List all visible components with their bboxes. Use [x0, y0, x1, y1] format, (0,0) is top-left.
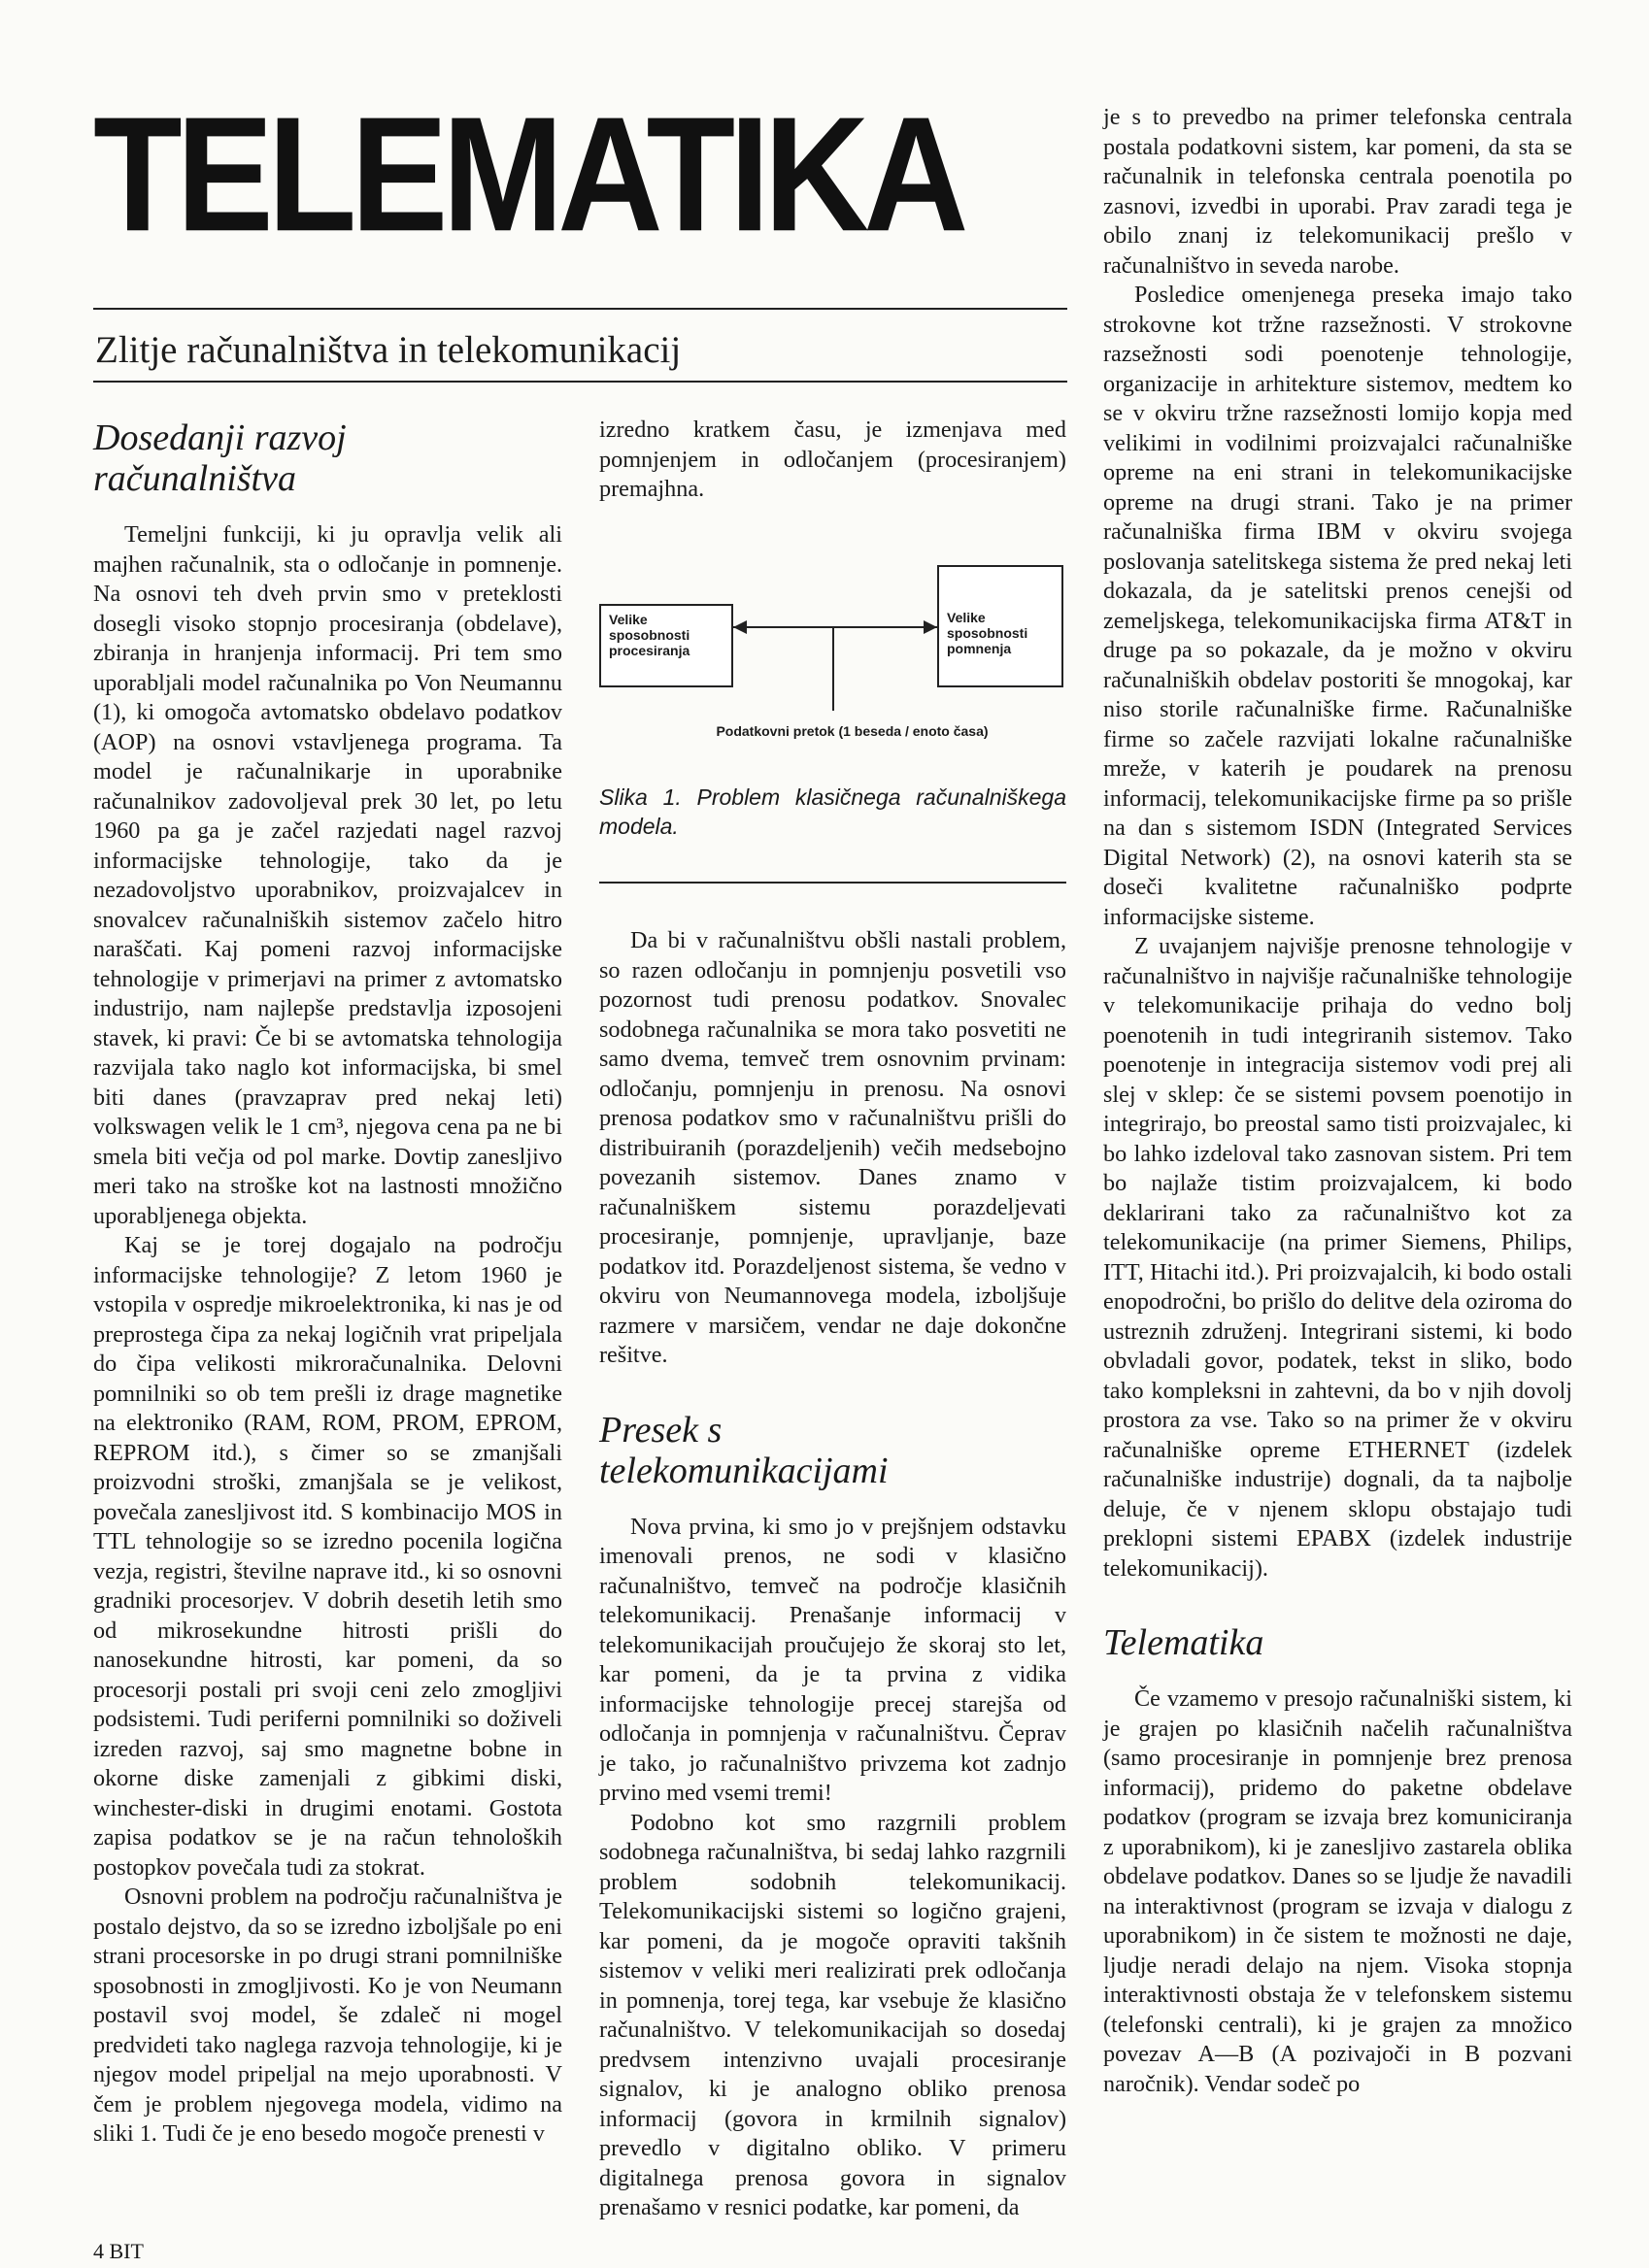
- right-arrowhead-icon: [924, 620, 937, 634]
- processing-box: Velike sposobnosti procesiranja: [599, 604, 733, 687]
- figure-caption: Slika 1. Problem klasičnega računalniškega modela.: [599, 784, 1066, 839]
- left-arrowhead-icon: [733, 620, 747, 634]
- column-1: [93, 417, 562, 2150]
- section-heading-dosedanji-razvoj: Dosedanji razvoj računalništva: [93, 417, 347, 499]
- paragraph: Osnovni problem na področju računalništva je postalo dejstvo, da so se izredno izboljšale po eni strani procesorske in po drugi strani pomnilniške sposobnosti in zmogljivosti. Ko je von Neumann postavil svoj model, še zdaleč ni mogel predvideti tako naglega razvoja tehnologije, ki je njegov model pripeljal na mejo uporabnosti. V čem je problem njegovega modela, vidimo na sliki 1. Tudi če je eno besedo mogoče prenesti v: [93, 1884, 562, 2147]
- flow-pointer-line: [832, 627, 834, 711]
- page-subtitle: Zlitje računalništva in telekomunikacij: [95, 329, 682, 371]
- column-rule: [599, 882, 1066, 884]
- figure-diagram: [599, 565, 1066, 711]
- paragraph: Podobno kot smo razgrnili problem sodobnega računalništva, bi sedaj lahko razgrnili problem sodobnih telekomunikacij. Telekomunikacijski sistemi so logično grajeni, kar pomeni, da je mogoče opraviti takšnih sistemov v veliki meri realizirati prek odločanja in pomnenja, torej tega, kar vsebuje že klasično računalništvo. V telekomunikacijah so dosedaj predvsem intenzivno uvajali procesiranje signalov, ki je analogno obliko prenosa informacij (govora in krmilnih signalov) prevedlo v digitalno obliko. V primeru digitalnega prenosa govora in signalov prenašamo v resnici podatke, kar pomeni, da: [599, 1809, 1066, 2220]
- section-heading-presek: Presek s telekomunikacijami: [599, 1409, 889, 1491]
- section-heading-telematika: Telematika: [1103, 1622, 1264, 1663]
- column-3: [1103, 103, 1572, 2099]
- column-2: [599, 416, 1066, 2223]
- paragraph: Nova prvina, ki smo jo v prejšnjem odstavku imenovali prenos, ne sodi v klasično računalništvo, temveč na področje klasičnih telekomunikacij. Prenašanje informacij v telekomunikacijah proučujejo že skoraj sto let, kar pomeni, da je ta prvina z vidika informacijske tehnologije precej starejša od odločanja in pomnjenja v računalništvu. Čeprav je tako, jo računalništvo privzema kot zadnjo prvino med vsemi tremi!: [599, 1513, 1066, 1806]
- page-title: TELEMATIKA: [93, 82, 963, 266]
- paragraph: Če vzamemo v presojo računalniški sistem, ki je grajen po klasičnih načelih računalništva (samo procesiranje in pomnjenje brez prenosa informacij), pridemo do paketne obdelave podatkov (program se izvaja brez komuniciranja z uporabnikom), ki je zanesljivo zastarela oblika obdelave podatkov. Danes so se ljudje že navadili na interaktivnost (program se izvaja v dialogu z uporabnikom) in če sistem te možnosti ne daje, ljudje neradi delajo na njem. Visoka stopnja interaktivnosti obstaja že v telefonskem sistemu (telefonski centrali), ki je grajen za množico povezav A—B (A pozivajoči in B pozvani naročnik). Vendar sodeč po: [1103, 1685, 1572, 2097]
- flow-label: Podatkovni pretok (1 beseda / enoto časa): [716, 722, 989, 739]
- page-footer: 4 BIT: [93, 2239, 144, 2263]
- paragraph: Da bi v računalništvu obšli nastali problem, so razen odločanju in pomnjenju posvetili vso pozornost tudi prenosu podatkov. Snovalec sodobnega računalnika se mora tako posvetiti ne samo dvema, temveč trem osnovnim prvinam: odločanju, pomnjenju in prenosu. Na osnovi prenosa podatkov smo v računalništvu prišli do distribuiranih (porazdeljenih) večih medsebojno povezanih sistemov. Danes znamo v računalniškem sistemu porazdeljevati procesiranje, pomnjenje, upravljanje, baze podatkov itd. Porazdeljenost sistema, še vedno v okviru von Neumannovega modela, izboljšuje razmere v marsičem, vendar ne daje dokončne rešitve.: [599, 927, 1066, 1368]
- paragraph: Temeljni funkciji, ki ju opravlja velik ali majhen računalnik, sta o odločanje in pomnenje. Na osnovi teh dveh prvin smo v preteklosti dosegli visoko stopnjo procesiranja (obdelave), zbiranja in hranjenja informacij. Pri tem smo uporabljali model računalnika po Von Neumannu (1), ki omogoča avtomatsko obdelavo podatkov (AOP) na osnovi vstavljenega programa. Ta model je računalnikarje in uporabnike računalnikov zadovoljeval prek 30 let, po letu 1960 pa ga je začel razjedati nagel razvoj informacijske tehnologije, tako da je nezadovoljstvo uporabnikov, proizvajalcev in snovalcev računalniških sistemov začelo hitro naraščati. Kaj pomeni razvoj informacijske tehnologije v primerjavi na primer z avtomatsko industrijo, nam najlepše predstavlja izposojeni stavek, ki pravi: Če bi se avtomatska tehnologija razvijala tako naglo kot informacijska, bi smel biti danes (pravzaprav pred nekaj leti) volkswagen velik le 1 cm³, njegova cena pa ne bi smela biti večja od pol marke. Dovtip zanesljivo meri tako na stroške kot na lastnosti množično uporabljenega objekta.: [93, 521, 562, 1229]
- paragraph: Z uvajanjem najvišje prenosne tehnologije v računalništvo in najvišje računalniške tehnologije v telekomunikacije prihaja do vedno bolj poenotenih in tudi integriranih sistemov. Tako poenotenje in integracija sistemov vodi prej ali slej v sklep: če se sistemi povsem poenotijo in integrirajo, bo preostal samo tisti proizvajalec, ki bo lahko izdeloval tako zasnovan sistem. Pri tem bo najlaže tistim proizvajalcem, ki bodo deklarirani tako za računalništvo kot za telekomunikacije (na primer Siemens, Philips, ITT, Hitachi itd.). Pri proizvajalcih, ki bodo ostali enopodročni, bo prišlo do delitve dela oziroma do ustreznih združenj. Integrirani sistemi, ki bodo obvladali govor, podatek, tekst in sliko, bodo tako kompleksni in zahtevni, da bo v njih dovolj prostora za vse. Tako so na primer že v okviru računalniške opreme ETHERNET (izdelek računalniške industrije) dognali, da ta najbolje deluje, če v njenem sklopu obstajajo tudi preklopni sistemi EPABX (izdelek industrije telekomunikacij).: [1103, 933, 1572, 1582]
- paragraph: izredno kratkem času, je izmenjava med pomnjenjem in odločanjem (procesiranjem) premajhna.: [599, 417, 1066, 502]
- memory-box: Velike sposobnosti pomnenja: [937, 565, 1063, 687]
- paragraph: Kaj se je torej dogajalo na področju informacijske tehnologije? Z letom 1960 je vstopila v ospredje mikroelektronika, ki nas je od preprostega čipa za nekaj logičnih vrat pripeljala do čipa velikosti mikroračunalnika. Delovni pomnilniki so ob tem prešli iz drage magnetike na elektroniko (RAM, ROM, PROM, EPROM, REPROM itd.), s čimer so se zmanjšali proizvodni stroški, zmanjšala se je velikost, povečala zanesljivost itd. S kombinacijo MOS in TTL tehnologije so se izredno pocenila logična vezja, registri, številne naprave itd., ki so osnovni gradniki procesorjev. V dobrih desetih letih smo od mikrosekundne hitrosti prišli do nanosekundne hitrosti, kar pomeni, da so procesorji postali pri svoji ceni zelo zmogljivi podsistemi. Tudi periferni pomnilniki so doživeli izreden razvoj, saj smo magnetne bobne in okorne diske zamenjali z gibkimi diski, winchester-diski in drugimi enotami. Gostota zapisa podatkov se je na račun tehnoloških postopkov povečala tudi za stokrat.: [93, 1232, 562, 1881]
- subtitle-rule: [93, 381, 1067, 383]
- flow-line: [733, 626, 937, 628]
- title-rule: [93, 308, 1067, 310]
- paragraph: Posledice omenjenega preseka imajo tako strokovne kot tržne razsežnosti. V strokovne razsežnosti sodi poenotenje tehnologije, organizacije in arhitekture sistemov, medtem ko se v okviru tržne razsežnosti lomijo kopja med velikimi in vodilnimi proizvajalci računalniške opreme na eni strani in telekomunikacijske opreme na drugi strani. Tako je na primer računalniška firma IBM v okviru svojega poslovanja satelitskega sistema že pred nekaj leti dokazala, da je satelitski prenos cenejši od zemeljskega, telekomunikacijska firma AT&T in druge pa so pokazale, da je možno v okviru računalniških obdelav postoriti še mnogokaj, kar niso storile računalniške firme. Računalniške firme so začele razvijati lokalne računalniške mreže, v katerih je poudarek na prenosu informacij, telekomunikacijske firme pa so prišle na dan s sistemom ISDN (Integrated Services Digital Network) (2), na osnovi katerih sta se doseči kvalitetne računalniško podprte informacijske sisteme.: [1103, 282, 1572, 930]
- paragraph: je s to prevedbo na primer telefonska centrala postala podatkovni sistem, kar pomeni, da sta se računalnik in telefonska centrala poenotila po zasnovi, izvedbi in uporabi. Prav zaradi tega je obilo znanj iz telekomunikacij prešlo v računalništvo in seveda narobe.: [1103, 104, 1572, 279]
